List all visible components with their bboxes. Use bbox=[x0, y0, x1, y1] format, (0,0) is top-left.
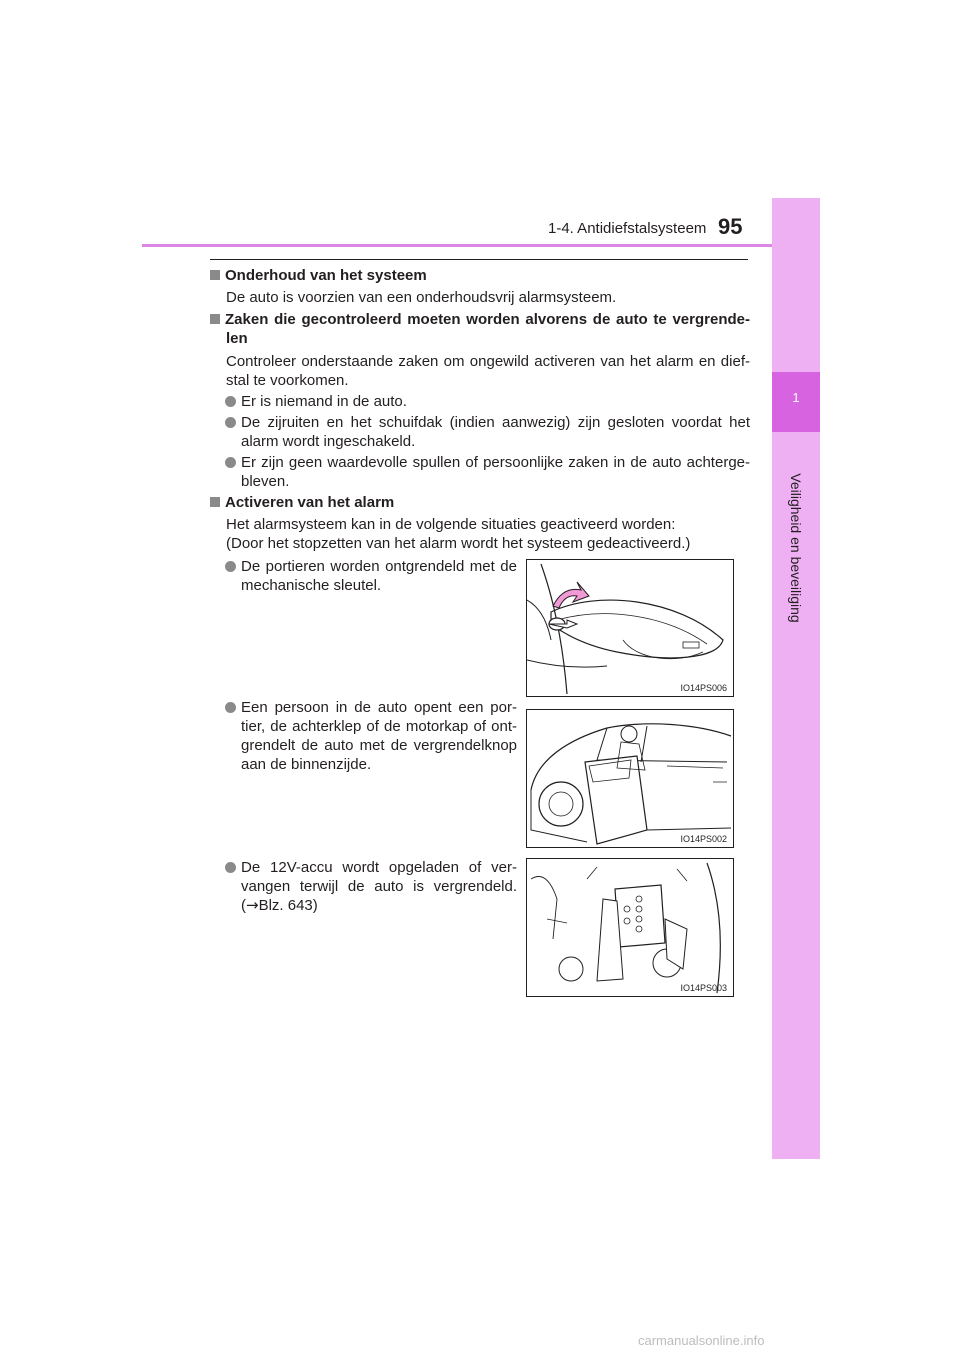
door-handle-illustration bbox=[527, 560, 733, 696]
figure-code: IO14PS006 bbox=[680, 683, 727, 693]
heading-checks: Zaken die gecontroleerd moeten worden alvorens de auto te vergrende- len bbox=[210, 310, 750, 348]
heading-activation: Activeren van het alarm bbox=[210, 493, 394, 512]
figure-code: IO14PS002 bbox=[680, 834, 727, 844]
circle-bullet-icon bbox=[225, 862, 236, 873]
paragraph-checks: Controleer onderstaande zaken om ongewild activeren van het alarm en dief- stal te voorkomen. bbox=[226, 353, 750, 389]
header-divider bbox=[142, 244, 820, 247]
circle-bullet-icon bbox=[225, 417, 236, 428]
section-title: 1-4. Antidiefstalsysteem bbox=[548, 220, 707, 237]
list-item: Een persoon in de auto opent een por- tier, de achterklep of de motorkap of ont- grendelt de auto met de vergrendelknop aan de binnenzijde. bbox=[241, 698, 517, 774]
battery-illustration bbox=[527, 859, 733, 996]
square-bullet-icon bbox=[210, 497, 220, 507]
paragraph-maintenance: De auto is voorzien van een onderhoudsvrij alarmsysteem. bbox=[226, 289, 617, 306]
square-bullet-icon bbox=[210, 314, 220, 324]
circle-bullet-icon bbox=[225, 457, 236, 468]
car-door-illustration bbox=[527, 710, 733, 847]
square-bullet-icon bbox=[210, 270, 220, 280]
figure-open-door bbox=[526, 709, 734, 848]
list-item: Er zijn geen waardevolle spullen of persoonlijke zaken in de auto achterge- bleven. bbox=[241, 453, 750, 491]
circle-bullet-icon bbox=[225, 702, 236, 713]
figure-door-key bbox=[526, 559, 734, 697]
list-item: Er is niemand in de auto. bbox=[241, 392, 750, 411]
chapter-tab bbox=[772, 198, 820, 1159]
list-item: De portieren worden ontgrendeld met de mechanische sleutel. bbox=[241, 557, 517, 595]
circle-bullet-icon bbox=[225, 561, 236, 572]
heading-maintenance: Onderhoud van het systeem bbox=[210, 266, 427, 285]
list-item: De zijruiten en het schuifdak (indien aanwezig) zijn gesloten voordat het alarm wordt ingeschakeld. bbox=[241, 413, 750, 451]
arrow-right-icon: → bbox=[246, 896, 259, 914]
footer-watermark[interactable]: carmanualsonline.info bbox=[638, 1333, 765, 1348]
content-top-rule bbox=[210, 259, 748, 260]
list-item: De 12V-accu wordt opgeladen of ver- vangen terwijl de auto is vergrendeld. (→Blz. 643) bbox=[241, 858, 517, 915]
chapter-title: Veiligheid en beveiliging bbox=[788, 473, 804, 623]
figure-battery bbox=[526, 858, 734, 997]
paragraph-activation: Het alarmsysteem kan in de volgende situaties geactiveerd worden: (Door het stopzetten van het alarm wordt het systeem gedeactiveerd.) bbox=[226, 516, 691, 552]
chapter-number: 1 bbox=[792, 390, 800, 405]
circle-bullet-icon bbox=[225, 396, 236, 407]
figure-code: IO14PS003 bbox=[680, 983, 727, 993]
page-number: 95 bbox=[718, 214, 743, 239]
